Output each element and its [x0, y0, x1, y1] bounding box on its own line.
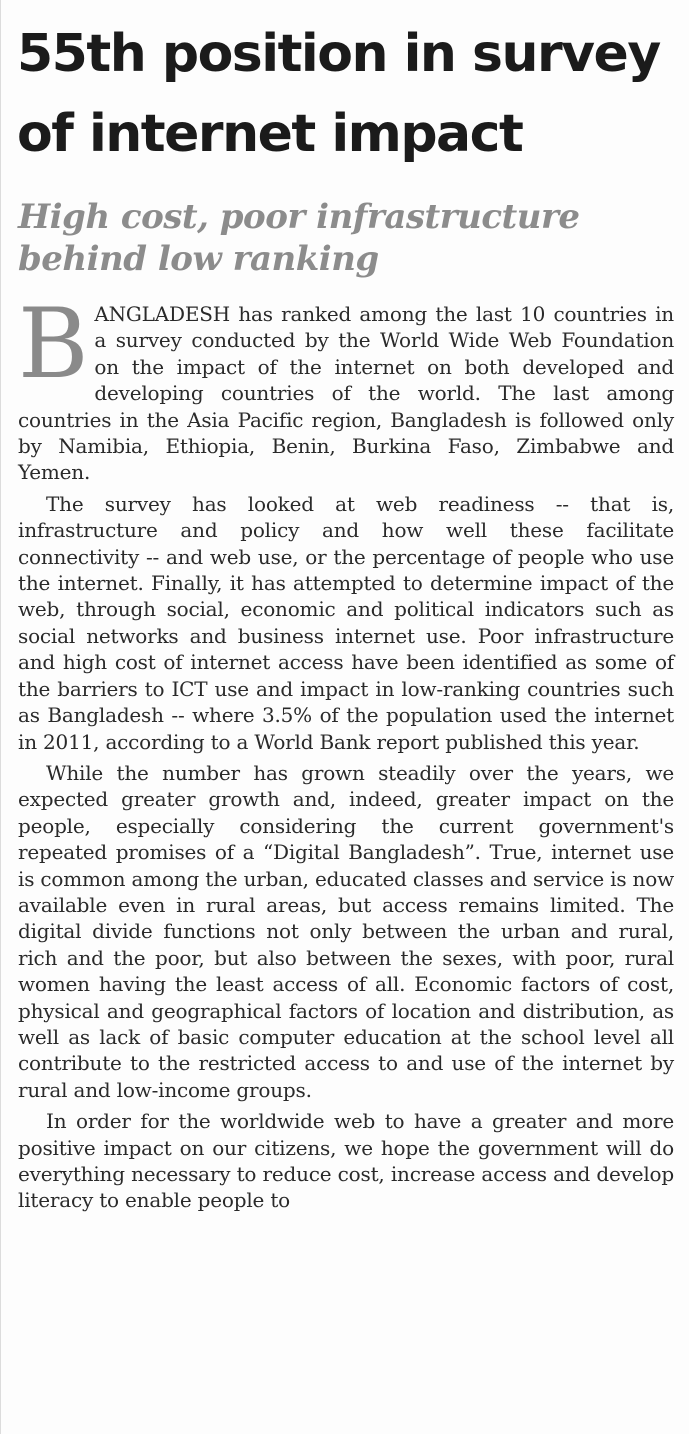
paragraph-text: ANGLADESH has ranked among the last 10 countries in a survey conducted by the World Wide Web Foundation on the impact of the internet on both developed and developing countries of the world. The last among countries in the Asia Pacific region, Bangladesh is followed only by Namibia, Ethiopia, Benin, Burkina Faso, Zimbabwe and Yemen.: [18, 302, 674, 485]
article-paragraph: While the number has grown steadily over the years, we expected greater growth and, indeed, greater impact on the people, especially considering the current government's repeated promises of a “Digital Bangladesh”. True, internet use is common among the urban, educated classes and service is now available even in rural areas, but access remains limited. The digital divide functions not only between the urban and rural, rich and the poor, but also between the sexes, with poor, rural women having the least access of all. Economic factors of cost, physical and geographical factors of location and distribution, as well as lack of basic computer education at the school level all contribute to the restricted access to and use of the internet by rural and low-income groups.: [18, 760, 674, 1102]
drop-cap: B: [18, 288, 89, 400]
article-headline: 55th position in survey of internet impact: [17, 24, 660, 164]
article-paragraph: In order for the worldwide web to have a greater and more positive impact on our citizens, we hope the government will do everything necessary to reduce cost, increase access and develop literacy to enable people to: [18, 1109, 674, 1213]
article-paragraph: The survey has looked at web readiness -- that is, infrastructure and policy and how well these facilitate connectivity -- and web use, or the percentage of people who use the internet. Finally, it has attempted to determine impact of the web, through social, economic and political indicators such as social networks and business internet use. Poor infrastructure and high cost of internet access have been identified as some of the barriers to ICT use and impact in low-ranking countries such as Bangladesh -- where 3.5% of the population used the internet in 2011, according to a World Bank report published this year.: [18, 491, 674, 754]
article-body: [18, 288, 674, 1214]
article-subheadline: High cost, poor infrastructure behind low ranking: [18, 197, 580, 279]
article-paragraph: [18, 288, 674, 486]
